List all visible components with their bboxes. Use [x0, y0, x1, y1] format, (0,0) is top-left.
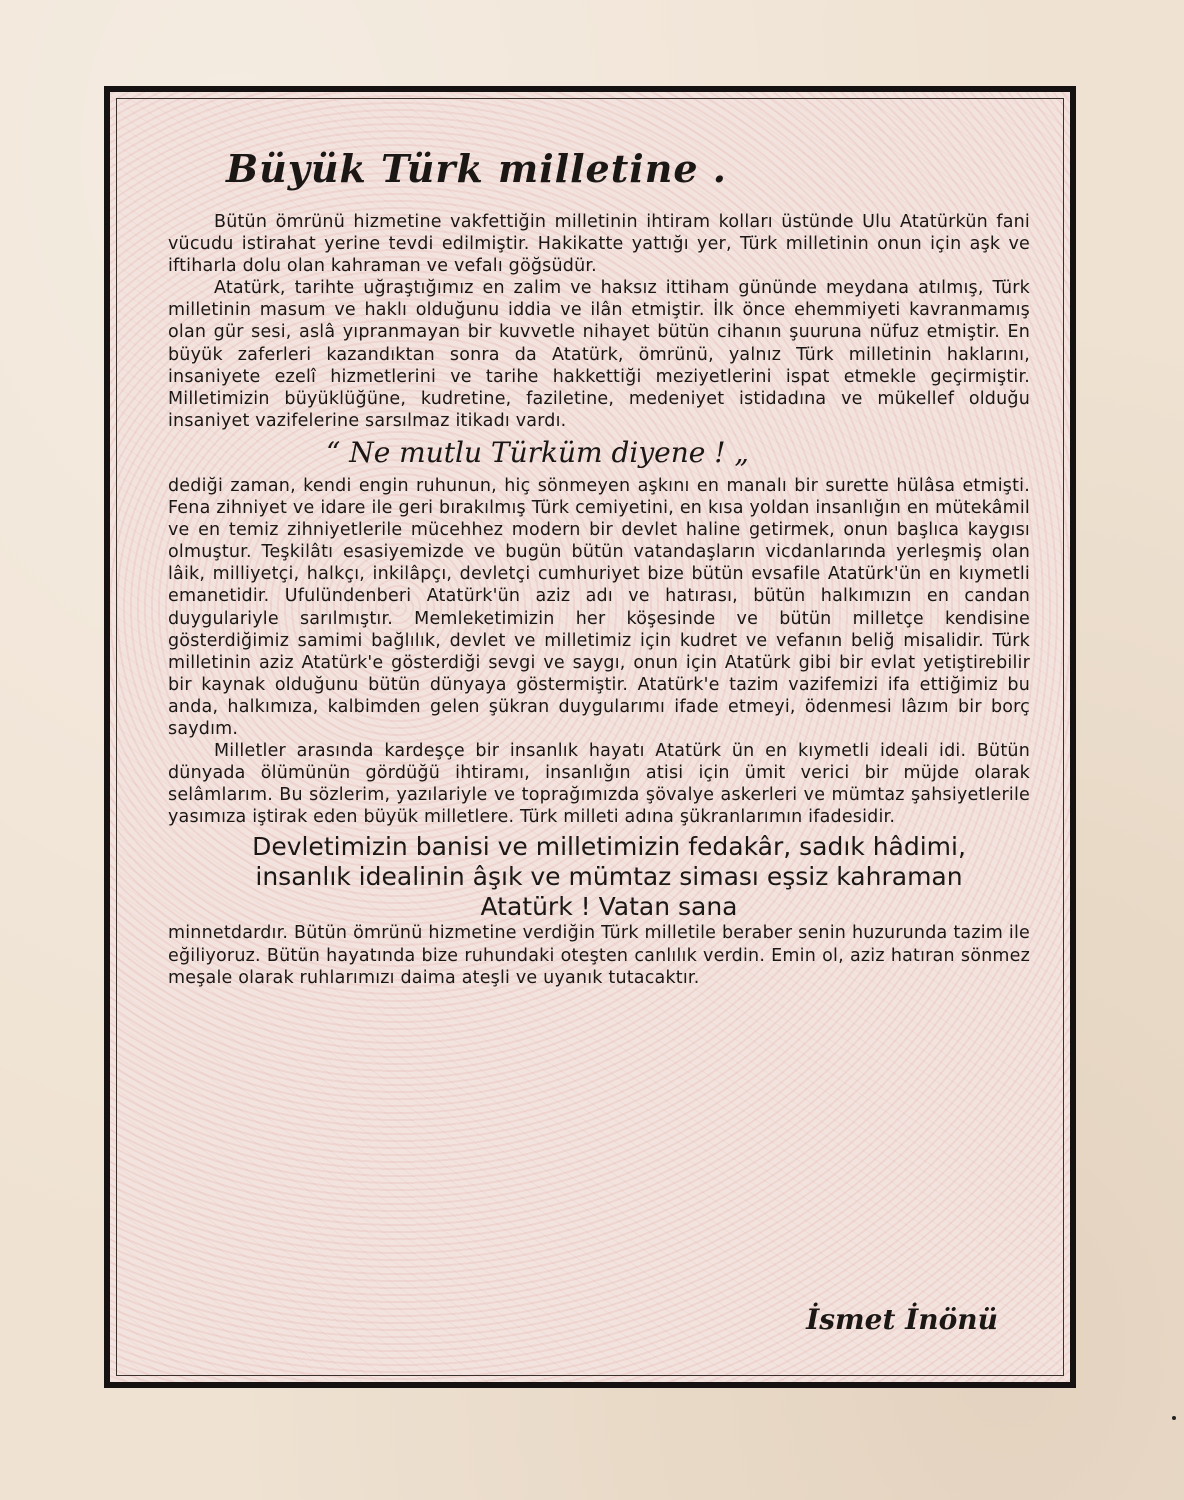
- closing-paragraph: minnetdardır. Bütün ömrünü hizmetine verdiğin Türk milletile beraber senin huzurunda tazim ile eğiliyoruz. Bütün hayatında bize ruhundaki oteşten canlılık verdin. Emin ol, aziz hatıran sönmez meşale olarak ruhlarımızı daima ateşli ve uyanık tutacaktır.: [168, 923, 1030, 988]
- signature: İsmet İnönü: [806, 1303, 998, 1336]
- paragraph-nations: Milletler arasında kardeşçe bir insanlık hayatı Atatürk ün en kıymetli ideali idi. Bütün dünyada ölümünün gördüğü ihtiramı, insanlığın atisi için ümit verici bir müjde olarak selâmlarım. Bu sözlerim, yazılariyle ve toprağımızda şövalye askerleri ve mümtaz şahsiyetlerile yasımıza iştirak eden büyük milletlere. Türk milleti adına şükranlarımın ifadesidir.: [168, 741, 1030, 828]
- document-title: Büyük Türk milletine .: [226, 146, 727, 191]
- document-content: [168, 146, 1030, 989]
- closing-tribute: Devletimizin banisi ve milletimizin fedakâr, sadık hâdimi, insanlık idealinin âşık ve mümtaz siması eşsiz kahraman Atatürk ! Vatan sana: [252, 832, 966, 922]
- document-frame: [104, 86, 1076, 1388]
- paragraph-1: Bütün ömrünü hizmetine vakfettiğin milletinin ihtiram kolları üstünde Ulu Atatürkün fani vücudu istirahat yerine tevdi edilmiştir. Hakikatte yattığı yer, Türk milletinin onun için aşk ve iftiharla dolu olan kahraman ve vefalı göğsüdür.: [168, 212, 1030, 277]
- paragraph-after-quote: dediği zaman, kendi engin ruhunun, hiç sönmeyen aşkını en manalı bir surette hülâsa etmişti. Fena zihniyet ve idare ile geri bırakılmış Türk cemiyetini, en kısa yoldan insanlığın en mütekâmil ve en temiz zihniyetlerile mücehhez modern bir devlet haline getirmek, onun başlıca kaygısı olmuştur. Teşkilâtı esasiyemizde ve bugün bütün vatandaşların vicdanlarında yerleşmiş olan lâik, milliyetçi, halkçı, inkilâpçı, devletçi cumhuriyet bize bütün evsafile Atatürk'ün en kıymetli emanetidir. Ufulündenberi Atatürk'ün aziz adı ve hatırası, bütün halkımızın en candan duygulariyle sarılmıştır. Memleketimizin her köşesinde ve bütün milletçe kendisine gösterdiğimiz samimi bağlılık, devlet ve milletimiz için kudret ve vefanın beliğ misalidir. Türk milletinin aziz Atatürk'e gösterdiği sevgi ve saygı, onun için Atatürk gibi bir evlat yetiştirebilir bir kaynak olduğunu bütün dünyaya göstermiştir. Atatürk'e tazim vazifemizi ifa ettiğimiz bu anda, halkımıza, kalbimden gelen şükran duygularımı ifade etmeyi, ödenmesi lâzım bir borç saydım.: [168, 475, 1030, 739]
- ataturk-quote: “ Ne mutlu Türküm diyene ! „: [326, 435, 749, 469]
- edge-mark: [1172, 1416, 1176, 1420]
- paragraph-2: Atatürk, tarihte uğraştığımız en zalim ve haksız ittiham gününde meydana atılmış, Türk milletinin masum ve haklı olduğunu iddia ve ilân etmiştir. İlk önce ehemmiyeti kavranmamış olan gür sesi, aslâ yıpranmayan bir kuvvetle nihayet bütün cihanın şuuruna nüfuz etmiştir. En büyük zaferleri kazandıktan sonra da Atatürk, ömrünü, yalnız Türk milletinin haklarını, insaniyete ezelî hizmetlerini ve tarihe hakkettiği meziyetlerini ispat etmekle geçirmiştir. Milletimizin büyüklüğüne, kudretine, faziletine, medeniyet istidadına ve mükellef olduğu insaniyet vazifelerine sarsılmaz itikadı vardı.: [168, 278, 1030, 431]
